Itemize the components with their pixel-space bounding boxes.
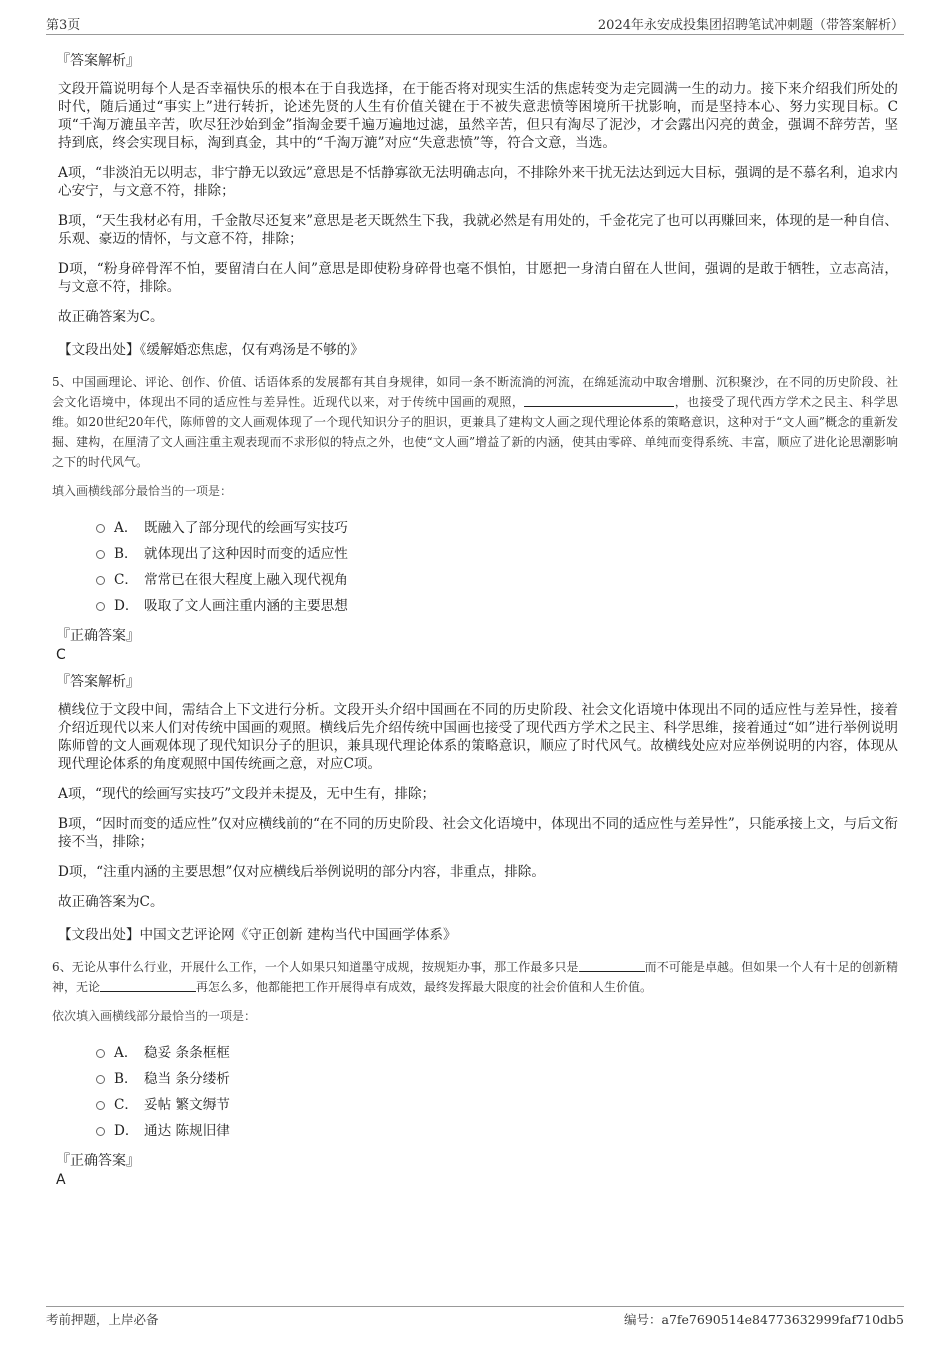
question-text: 而不可能是卓越。但如果一个人有十足的创新精神，无论 bbox=[52, 960, 898, 994]
document-title: 2024年永安成投集团招聘笔试冲刺题（带答案解析） bbox=[597, 18, 904, 33]
question-text: ，也接受了现代西方学术之民主、科学思维。如20世纪20年代，陈师曾的文人画观体现了一个现代知识分子的胆识，更兼具了建构文人画之现代理论体系的策略意识，这种对于“文人画”概念的重新发掘、建构，在厘清了文人画注重主观表现而不求形似的特点之外，也使“文人画”增益了新的内涵，使其由零碎、单纯而变得系统、丰富，顺应了进化论思潮影响之下的时代风气。 bbox=[52, 395, 898, 469]
analysis-conclusion: 故正确答案为C。 bbox=[58, 309, 164, 325]
question-5 bbox=[52, 372, 898, 472]
fill-blank bbox=[100, 979, 196, 992]
option-b[interactable]: B． 就体现出了这种因时而变的适应性 bbox=[96, 541, 898, 567]
question-6 bbox=[52, 957, 898, 997]
question-text: 6、无论从事什么行业，开展什么工作，一个人如果只知道墨守成规，按规矩办事，那工作最多只是 bbox=[52, 960, 579, 974]
option-c[interactable]: C． 妥帖 繁文缛节 bbox=[96, 1092, 898, 1118]
analysis-paragraph: B项，“天生我材必有用，千金散尽还复来”意思是老天既然生下我，我就必然是有用处的，千金花完了也可以再赚回来，体现的是一种自信、乐观、豪迈的情怀，与文意不符，排除； bbox=[58, 213, 898, 247]
analysis-paragraph: D项，“粉身碎骨浑不怕，要留清白在人间”意思是即使粉身碎骨也毫不惧怕，甘愿把一身清白留在人世间，强调的是敢于牺牲，立志高洁，与文意不符，排除。 bbox=[58, 261, 898, 295]
question-prompt: 填入画横线部分最恰当的一项是： bbox=[52, 484, 233, 498]
analysis-paragraph: A项，“非淡泊无以明志，非宁静无以致远”意思是不恬静寡欲无法明确志向，不排除外来干扰无法达到远大目标，强调的是不慕名利，追求内心安宁，与文意不符，排除； bbox=[58, 165, 898, 199]
passage-source: 【文段出处】《缓解婚恋焦虑，仅有鸡汤是不够的》 bbox=[58, 342, 364, 358]
radio-icon[interactable] bbox=[96, 1101, 105, 1110]
analysis-label: 『答案解析』 bbox=[56, 53, 140, 69]
option-list bbox=[96, 1040, 898, 1144]
question-text: 5、中国画理论、评论、创作、价值、话语体系的发展都有其自身规律，如同一条不断流淌的河流，在绵延流动中取舍增删、沉积聚沙，在不同的历史阶段、社会文化语境中，体现出不同的适应性与差异性。近现代以来，对于传统中国画的观照， bbox=[52, 375, 898, 409]
passage-source: 【文段出处】中国文艺评论网《守正创新 建构当代中国画学体系》 bbox=[58, 927, 457, 943]
correct-answer: A bbox=[56, 1172, 66, 1188]
option-d[interactable]: D． 通达 陈规旧律 bbox=[96, 1118, 898, 1144]
fill-blank bbox=[579, 959, 645, 972]
page-number: 第3页 bbox=[46, 18, 81, 33]
radio-icon[interactable] bbox=[96, 602, 105, 611]
analysis-conclusion: 故正确答案为C。 bbox=[58, 894, 164, 910]
analysis-paragraph: B项，“因时而变的适应性”仅对应横线前的“在不同的历史阶段、社会文化语境中，体现出不同的适应性与差异性”，只能承接上文，与后文衔接不当，排除； bbox=[58, 816, 898, 850]
radio-icon[interactable] bbox=[96, 576, 105, 585]
correct-answer: C bbox=[56, 647, 66, 663]
page-header bbox=[46, 12, 904, 35]
analysis-paragraph: D项，“注重内涵的主要思想”仅对应横线后举例说明的部分内容，非重点，排除。 bbox=[58, 864, 545, 880]
option-a[interactable]: A． 既融入了部分现代的绘画写实技巧 bbox=[96, 515, 898, 541]
question-text: 再怎么多，他都能把工作开展得卓有成效，最终发挥最大限度的社会价值和人生价值。 bbox=[196, 980, 653, 994]
question-prompt: 依次填入画横线部分最恰当的一项是： bbox=[52, 1009, 257, 1023]
radio-icon[interactable] bbox=[96, 550, 105, 559]
footer-slogan: 考前押题，上岸必备 bbox=[46, 1312, 159, 1327]
analysis-paragraph: 文段开篇说明每个人是否幸福快乐的根本在于自我选择，在于能否将对现实生活的焦虑转变为走完圆满一生的动力。接下来介绍我们所处的时代，随后通过“事实上”进行转折，论述先贤的人生有价值关键在于不被失意悲愤等困境所干扰影响，而是坚持本心、努力实现目标。C项“千淘万漉虽辛苦，吹尽狂沙始到金”指淘金要千遍万遍地过滤，虽然辛苦，但只有淘尽了泥沙，才会露出闪亮的黄金，强调不辞劳苦，坚持到底，终会实现目标，淘到真金，其中的“千淘万漉”对应“失意悲愤”等，符合文意，当选。 bbox=[58, 81, 898, 151]
correct-answer-label: 『正确答案』 bbox=[56, 1153, 140, 1169]
radio-icon[interactable] bbox=[96, 1127, 105, 1136]
option-list bbox=[96, 515, 898, 619]
analysis-paragraph: 横线位于文段中间，需结合上下文进行分析。文段开头介绍中国画在不同的历史阶段、社会文化语境中体现出不同的适应性与差异性，接着介绍近现代以来人们对传统中国画的观照。横线后先介绍传统中国画也接受了现代西方学术之民主、科学思维，接着通过“如”进行举例说明陈师曾的文人画观体现了现代知识分子的胆识，兼具现代理论体系的策略意识，顺应了时代风气。故横线处应对应举例说明的内容，体现从现代理论体系的角度观照中国传统画之意，对应C项。 bbox=[58, 702, 898, 772]
option-a[interactable]: A． 稳妥 条条框框 bbox=[96, 1040, 898, 1066]
page-content bbox=[52, 42, 898, 1194]
option-c[interactable]: C． 常常已在很大程度上融入现代视角 bbox=[96, 567, 898, 593]
radio-icon[interactable] bbox=[96, 1049, 105, 1058]
option-d[interactable]: D． 吸取了文人画注重内涵的主要思想 bbox=[96, 593, 898, 619]
radio-icon[interactable] bbox=[96, 1075, 105, 1084]
option-b[interactable]: B． 稳当 条分缕析 bbox=[96, 1066, 898, 1092]
page-footer bbox=[46, 1306, 904, 1327]
document-id: 编号：a7fe7690514e84773632999faf710db5 bbox=[624, 1312, 904, 1327]
analysis-paragraph: A项，“现代的绘画写实技巧”文段并未提及，无中生有，排除； bbox=[58, 786, 436, 802]
radio-icon[interactable] bbox=[96, 524, 105, 533]
correct-answer-label: 『正确答案』 bbox=[56, 628, 140, 644]
analysis-label: 『答案解析』 bbox=[56, 674, 140, 690]
fill-blank bbox=[524, 394, 674, 407]
